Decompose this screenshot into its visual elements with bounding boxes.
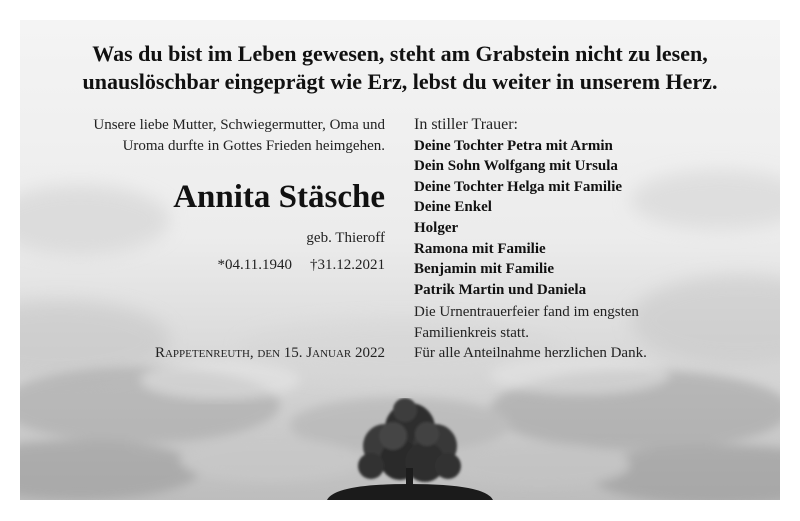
verse [20,40,780,96]
mourners-list [414,115,764,300]
funeral-note [414,302,764,364]
death-date: †31.12.2021 [310,257,385,273]
note-line-1: Die Urnentrauerfeier fand im engsten [414,304,639,320]
verse-line-1: Was du bist im Leben gewesen, steht am Grabstein nicht zu lesen, [92,41,708,66]
mourner: Dein Sohn Wolfgang mit Ursula [414,158,618,175]
intro-text [40,115,385,157]
life-dates [40,255,385,275]
obituary-card [20,20,780,500]
note-line-3: Für alle Anteilnahme herzlichen Dank. [414,345,647,361]
tree-on-hill-image [305,398,515,500]
mourner: Deine Tochter Petra mit Armin [414,137,613,154]
verse-line-2: unauslöschbar eingeprägt wie Erz, lebst du weiter in unserem Herz. [82,69,718,94]
mourners-lead: In stiller Trauer: [414,116,518,133]
birth-date: *04.11.1940 [217,257,292,273]
mourner: Benjamin mit Familie [414,261,554,278]
mourner: Holger [414,219,459,236]
mourner: Deine Tochter Helga mit Familie [414,178,623,195]
intro-line-1: Unsere liebe Mutter, Schwiegermutter, Oma und [93,117,385,133]
mourner: Patrik Martin und Daniela [414,281,587,298]
mourner: Ramona mit Familie [414,240,546,257]
deceased-name: Annita Stäsche [173,179,385,215]
intro-line-2: Uroma durfte in Gottes Frieden heimgehen. [122,138,385,154]
mourner: Deine Enkel [414,199,492,216]
note-line-2: Familienkreis statt. [414,324,529,341]
born-name: geb. Thieroff [306,230,385,246]
place-and-date: Rappetenreuth, den 15. Januar 2022 [154,345,385,361]
